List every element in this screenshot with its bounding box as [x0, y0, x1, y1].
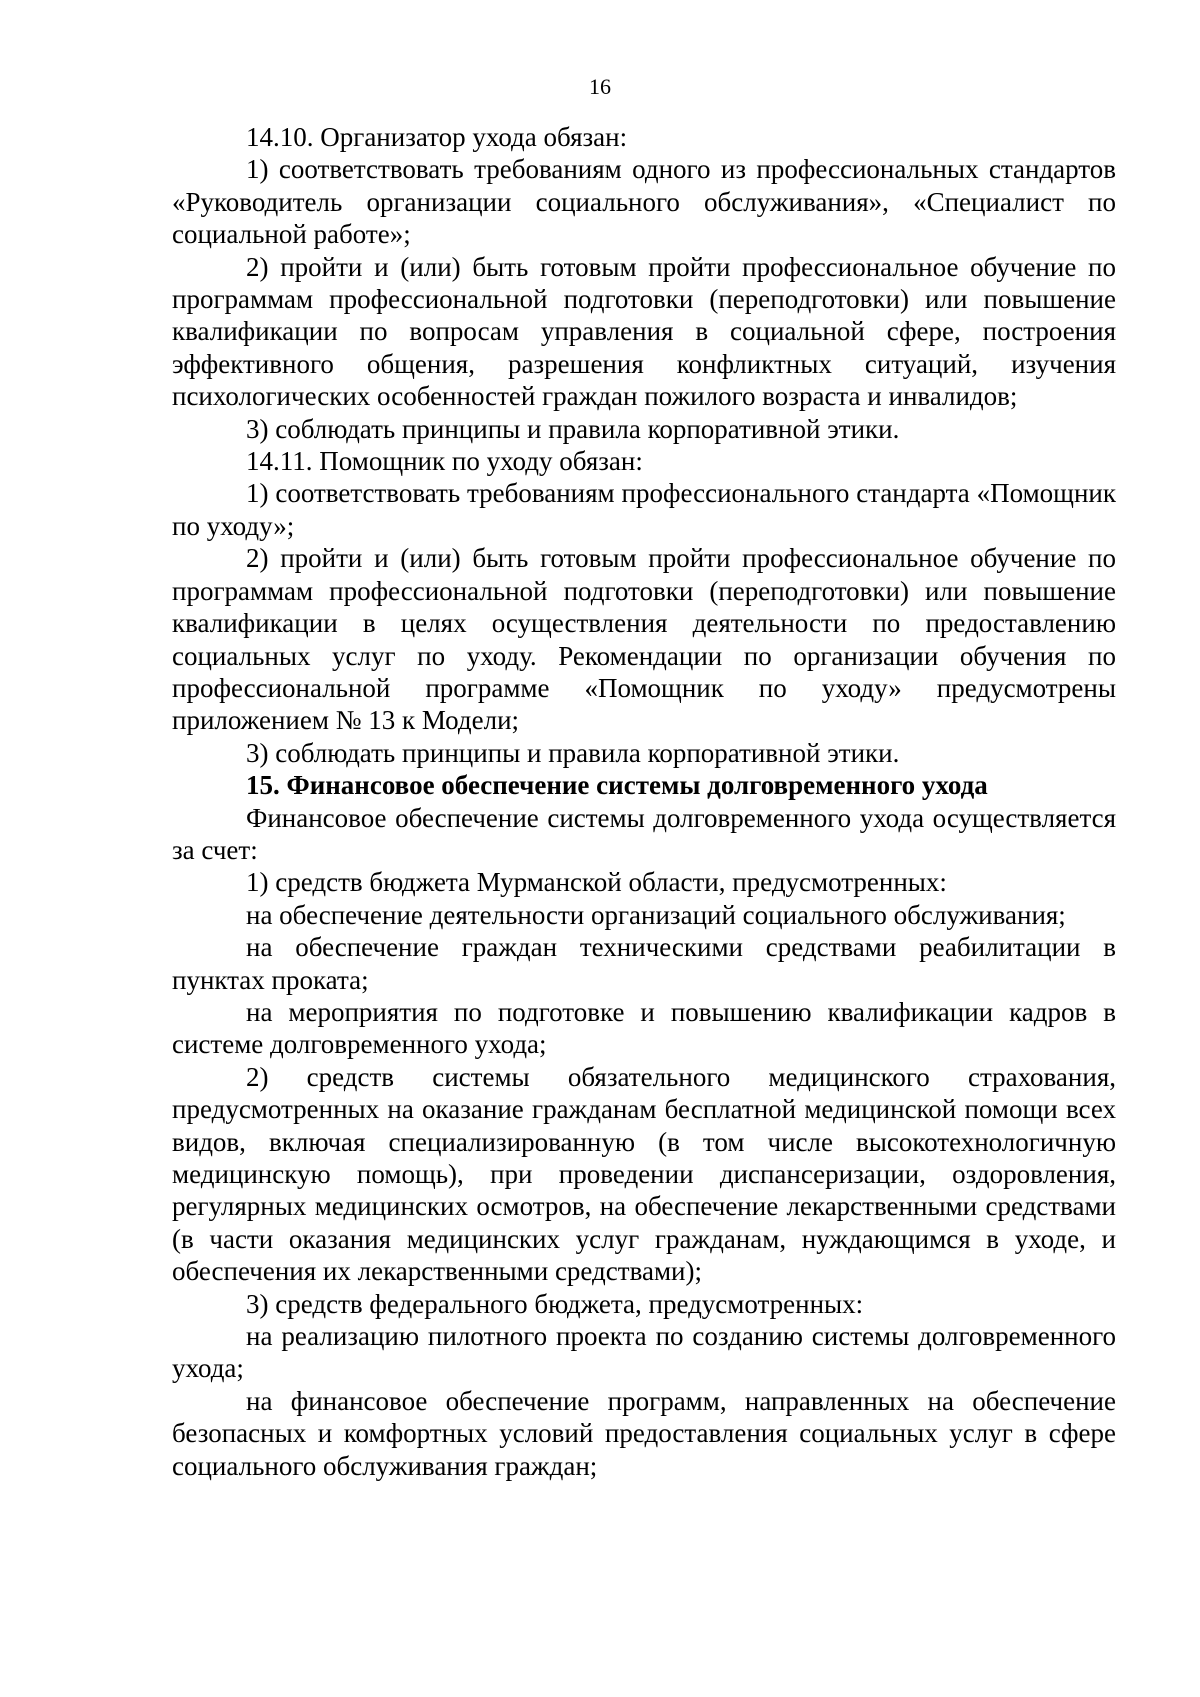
- paragraph-14-10-item-1: 1) соответствовать требованиям одного из профессиональных стандартов «Руководитель организации социального обслуживания», «Специалист по социальной работе»;: [172, 154, 1116, 250]
- paragraph-funding-item-1a: на обеспечение деятельности организаций социального обслуживания;: [246, 899, 1066, 930]
- paragraph-funding-item-1c: на мероприятия по подготовке и повышению квалификации кадров в системе долговременного ухода;: [172, 996, 1116, 1060]
- paragraph-funding-item-3b: на финансовое обеспечение программ, направленных на обеспечение безопасных и комфортных условий предоставления социальных услуг в сфере социального обслуживания граждан;: [172, 1385, 1116, 1481]
- document-body: [172, 121, 1116, 1482]
- paragraph-14-10-item-3: 3) соблюдать принципы и правила корпоративной этики.: [246, 413, 900, 444]
- page-number: 16: [589, 74, 611, 99]
- paragraph-14-11-item-3: 3) соблюдать принципы и правила корпоративной этики.: [246, 737, 900, 768]
- paragraph-14-11-item-2: 2) пройти и (или) быть готовым пройти профессиональное обучение по программам профессиональной подготовки (переподготовки) или повышение квалификации в целях осуществления деятельности по предоставлению социальных услуг по уходу. Рекомендации по организации обучения по профессиональной программе «Помощник по уходу» предусмотрены приложением № 13 к Модели;: [172, 543, 1116, 736]
- paragraph-funding-item-1b: на обеспечение граждан техническими средствами реабилитации в пунктах проката;: [172, 932, 1116, 995]
- paragraph-funding-item-3: 3) средств федерального бюджета, предусмотренных:: [246, 1288, 864, 1319]
- section-heading-15: 15. Финансовое обеспечение системы долговременного ухода: [246, 770, 988, 801]
- paragraph-14-10: 14.10. Организатор ухода обязан:: [246, 122, 628, 152]
- paragraph-funding-item-2: 2) средств системы обязательного медицинского страхования, предусмотренных на оказание гражданам бесплатной медицинской помощи всех видов, включая специализированную (в том числе высокотехнологичную медицинскую помощь), при проведении диспансеризации, оздоровления, регулярных медицинских осмотров, на обеспечение лекарственными средствами (в части оказания медицинских услуг гражданам, нуждающимся в уходе, и обеспечения их лекарственными средствами);: [172, 1061, 1116, 1287]
- paragraph-funding-item-3a: на реализацию пилотного проекта по созданию системы долговременного ухода;: [172, 1321, 1116, 1384]
- paragraph-funding-item-1: 1) средств бюджета Мурманской области, предусмотренных:: [246, 867, 947, 898]
- paragraph-funding-intro: Финансовое обеспечение системы долговременного ухода осуществляется за счет:: [172, 802, 1116, 865]
- paragraph-14-11: 14.11. Помощник по уходу обязан:: [246, 446, 643, 477]
- paragraph-14-10-item-2: 2) пройти и (или) быть готовым пройти профессиональное обучение по программам профессиональной подготовки (переподготовки) или повышение квалификации по вопросам управления в социальной сфере, построения эффективного общения, разрешения конфликтных ситуаций, изучения психологических особенностей граждан пожилого возраста и инвалидов;: [172, 251, 1116, 412]
- paragraph-14-11-item-1: 1) соответствовать требованиям профессионального стандарта «Помощник по уходу»;: [172, 478, 1116, 541]
